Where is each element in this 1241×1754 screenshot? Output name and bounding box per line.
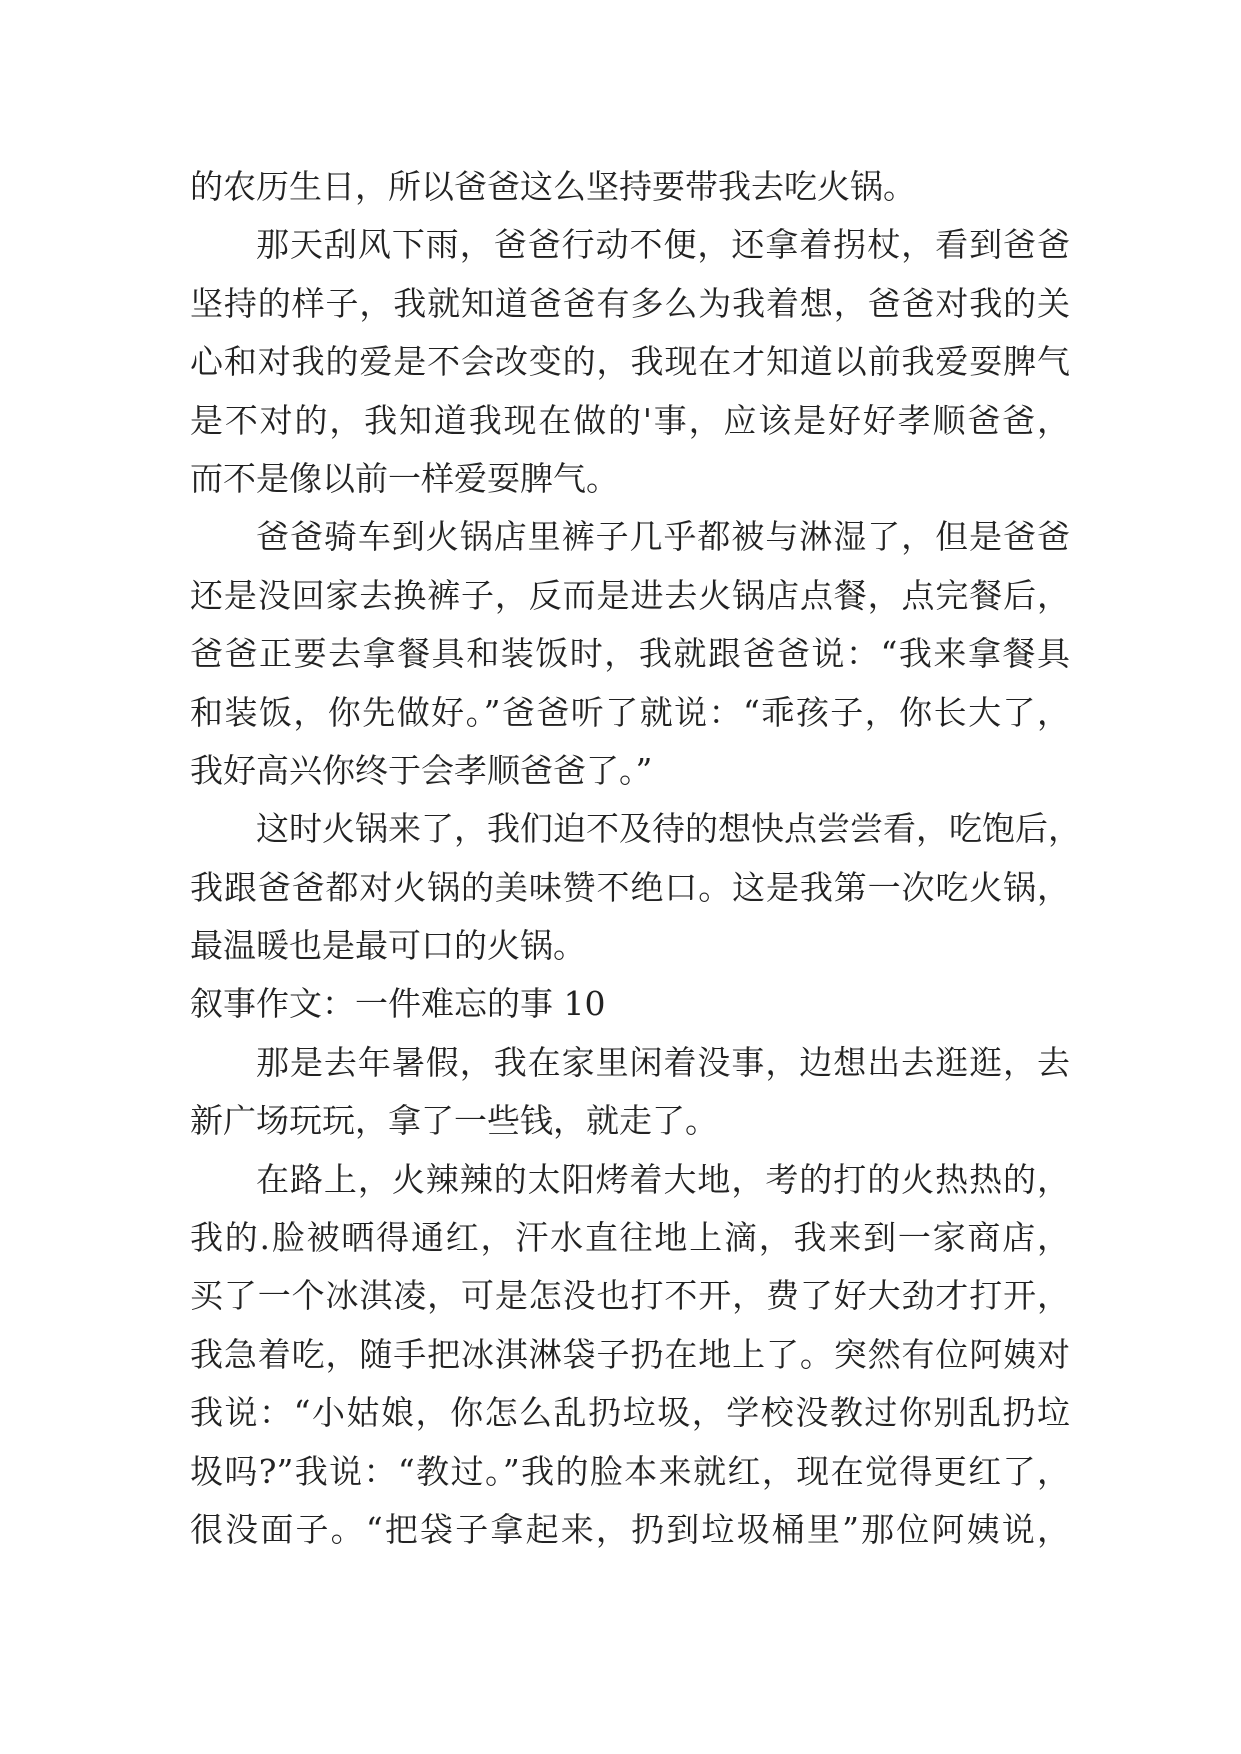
paragraph-start-line: 在路上，火辣辣的太阳烤着大地，考的打的火热热的， [256,1159,1070,1199]
text-line: 很没面子。“把袋子拿起来，扔到垃圾桶里”那位阿姨说， [190,1509,1070,1549]
paragraph-start-line: 这时火锅来了，我们迫不及待的想快点尝尝看，吃饱后， [256,809,1081,849]
text-line: 买了一个冰淇凌，可是怎没也打不开，费了好大劲才打开， [190,1276,1070,1316]
text-line: 我的.脸被晒得通红，汗水直往地上滴，我来到一家商店， [190,1218,1070,1258]
text-line: 而不是像以前一样爱耍脾气。 [190,458,619,498]
document-body [190,158,1081,1559]
text-line: 我跟爸爸都对火锅的美味赞不绝口。这是我第一次吃火锅， [190,867,1070,907]
paragraph-start-line: 那是去年暑假，我在家里闲着没事，边想出去逛逛，去 [256,1042,1070,1082]
text-line: 心和对我的爱是不会改变的，我现在才知道以前我爱耍脾气 [190,342,1070,382]
text-line: 最温暖也是最可口的火锅。 [190,926,586,966]
text-line: 和装饭，你先做好。”爸爸听了就说：“乖孩子，你长大了， [190,692,1070,732]
text-line: 新广场玩玩，拿了一些钱，就走了。 [190,1101,718,1141]
text-line: 我说：“小姑娘，你怎么乱扔垃圾，学校没教过你别乱扔垃 [190,1393,1070,1433]
paragraph-start-line: 爸爸骑车到火锅店里裤子几乎都被与淋湿了，但是爸爸 [256,517,1070,557]
section-heading: 叙事作文：一件难忘的事 10 [190,984,606,1024]
paragraph-start-line: 那天刮风下雨，爸爸行动不便，还拿着拐杖，看到爸爸 [256,225,1070,265]
text-line: 坚持的样子，我就知道爸爸有多么为我着想，爸爸对我的关 [190,283,1070,323]
text-line: 爸爸正要去拿餐具和装饭时，我就跟爸爸说：“我来拿餐具 [190,634,1070,674]
text-line: 是不对的，我知道我现在做的'事，应该是好好孝顺爸爸， [190,400,1070,440]
text-line: 我好高兴你终于会孝顺爸爸了。” [190,750,653,790]
text-line: 我急着吃，随手把冰淇淋袋子扔在地上了。突然有位阿姨对 [190,1334,1070,1374]
text-line: 圾吗?”我说：“教过。”我的脸本来就红，现在觉得更红了， [190,1451,1070,1491]
text-line: 的农历生日，所以爸爸这么坚持要带我去吃火锅。 [190,167,916,206]
text-line: 还是没回家去换裤子，反而是进去火锅店点餐，点完餐后， [190,575,1070,615]
